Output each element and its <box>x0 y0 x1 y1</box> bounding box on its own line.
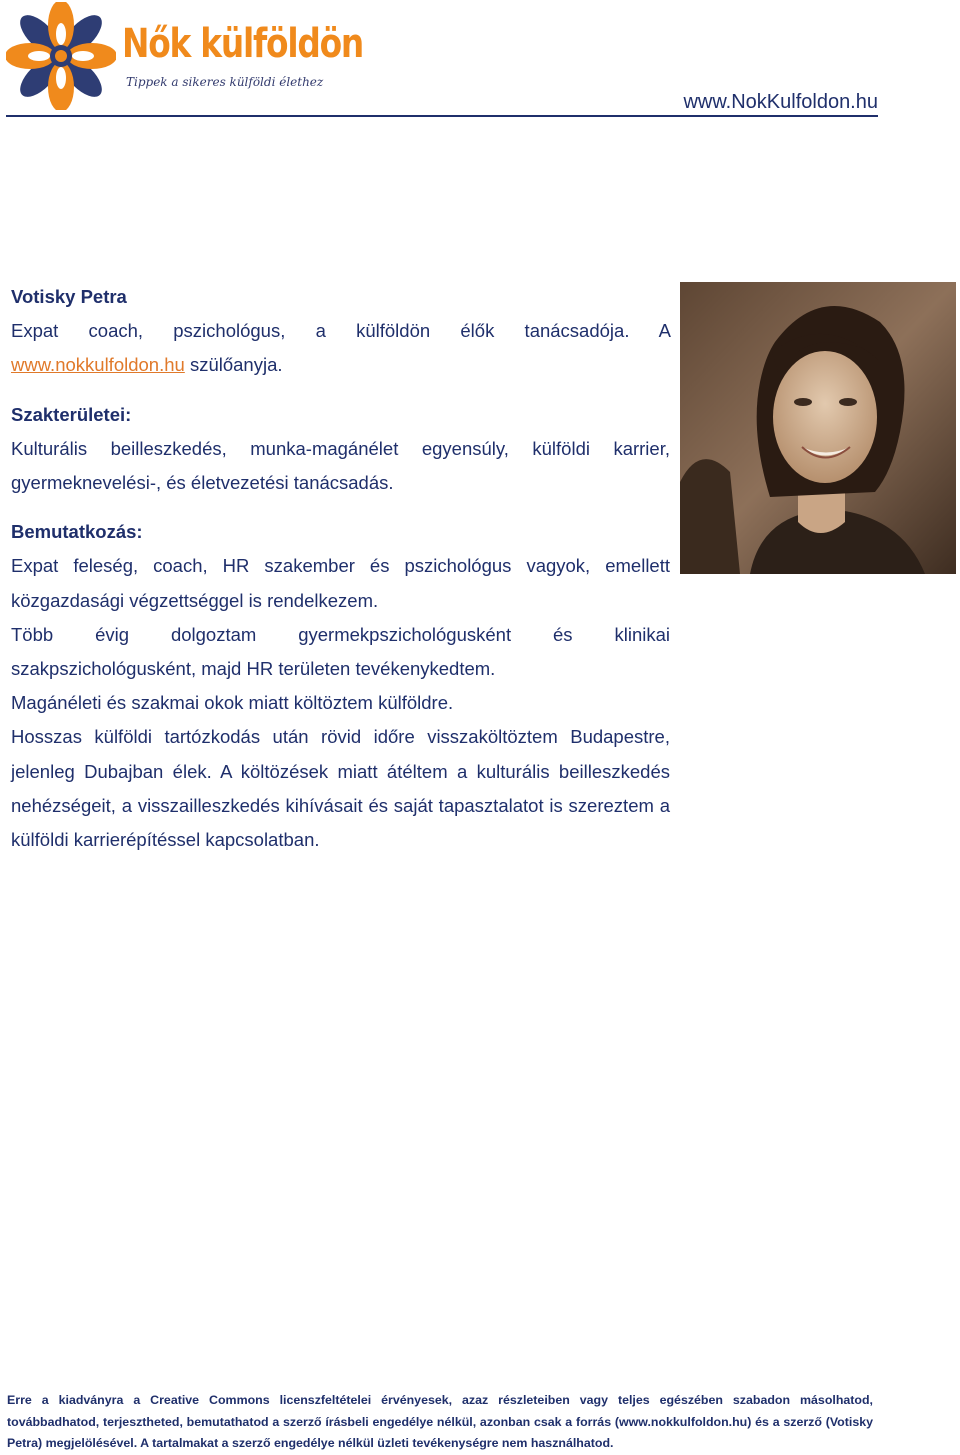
header-website-link[interactable]: www.NokKulfoldon.hu <box>683 91 878 113</box>
bio-paragraph: Magánéleti és szakmai okok miatt költöztem külföldre. <box>11 692 454 714</box>
specialties-text: Kulturális beilleszkedés, munka-magánélet egyensúly, külföldi karrier, gyermeknevelési-, és életvezetési tanácsadás. <box>11 437 670 494</box>
logo-title: Nők külföldön <box>122 21 364 67</box>
profile-content <box>11 280 670 857</box>
intro-text: Expat coach, pszichológus, a külföldön élők tanácsadója. A <box>11 320 670 342</box>
flower-logo-icon <box>6 2 116 110</box>
intro-suffix: szülőanyja. <box>184 354 283 376</box>
specialties-heading: Szakterületei: <box>11 403 132 425</box>
page-header <box>0 0 960 120</box>
header-divider <box>6 115 878 117</box>
author-name: Votisky Petra <box>11 286 127 307</box>
bio-heading: Bemutatkozás: <box>11 521 143 543</box>
logo-tagline: Tippek a sikeres külföldi élethez <box>126 75 324 89</box>
intro-paragraph <box>11 314 670 382</box>
website-link[interactable]: www.nokkulfoldon.hu <box>11 354 185 376</box>
portrait-photo <box>680 282 956 574</box>
bio-paragraph: Expat feleség, coach, HR szakember és pszichológus vagyok, emellett közgazdasági végzettséggel is rendelkezem. <box>11 555 670 611</box>
license-footer: Erre a kiadványra a Creative Commons licenszfeltételei érvényesek, azaz részleteiben vagy teljes egészében szabadon másolhatod, továbbadhatod, terjesztheted, bemutathatod a szerző írásbeli engedélye nélkül, azonban csak a forrás (www.nokkulfoldon.hu) és a szerző (Votisky Petra) megjelölésével. A tartalmakat a szerző engedélye nélkül üzleti tevékenységre nem használhatod. <box>7 1393 873 1450</box>
bio-paragraph: Hosszas külföldi tartózkodás után rövid időre visszaköltöztem Budapestre, jelenleg Dubajban élek. A költözések miatt átéltem a kulturális beilleszkedés nehézségeit, a visszailleszkedés kihívásait és saját tapasztalatot is szereztem a külföldi karrierépítéssel kapcsolatban. <box>11 726 670 851</box>
bio-paragraph: Több évig dolgoztam gyermekpszichológusként és klinikai szakpszichológusként, majd HR területen tevékenykedtem. <box>11 623 670 680</box>
